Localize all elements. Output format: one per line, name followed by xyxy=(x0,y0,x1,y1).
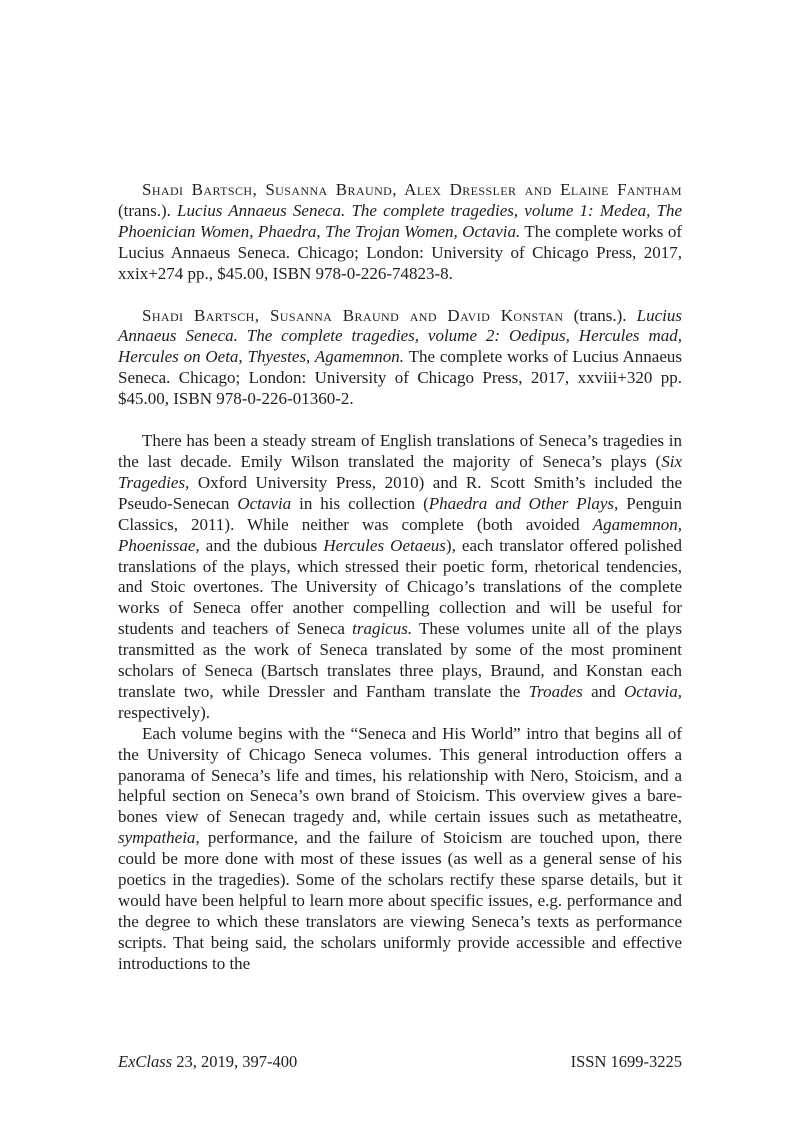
text-run-roman: There has been a steady stream of English translations of Seneca’s tragedies in the last decade. Emily Wilson translated the majority of Seneca’s plays ( xyxy=(118,431,682,471)
body-paragraph-2 xyxy=(118,724,682,975)
text-run-italic: Lucius Annaeus Seneca. The complete tragedies, volume 2: Oedipus, Hercules mad, Hercules on Oeta, Thyestes, Agamemnon. xyxy=(118,305,682,367)
text-run-roman: (trans.). xyxy=(563,305,637,325)
text-run-italic: Phaedra and Other Plays, xyxy=(428,493,619,513)
text-run-roman: (trans.). xyxy=(118,200,178,220)
page-footer xyxy=(118,1051,682,1072)
text-run-roman: Penguin Classics, 2011). While neither was complete (both avoided xyxy=(118,493,682,534)
text-run-roman: These volumes unite all of the plays transmitted as the work of Seneca translated by some of the most prominent scholars of Seneca (Bartsch translates three plays, Braund, and Konstan each translate two, while Dressler and Fantham translate the xyxy=(118,619,682,701)
text-run-roman: 23, 2019, 397-400 xyxy=(172,1052,298,1071)
text-run-roman: and the dubious xyxy=(199,535,324,555)
text-run-italic: tragicus. xyxy=(352,619,413,639)
text-run-italic: Six Tragedies, xyxy=(118,451,682,492)
text-run-roman: ), each translator offered polished translations of the plays, which stressed their poetic form, rhetorical tendencies, and Stoic overtones. The University of Chicago’s translations of the complete works of Seneca offer another compelling collection and will be useful for students and teachers of Seneca xyxy=(118,535,683,639)
text-run-smallcaps: Shadi Bartsch, Susanna Braund, Alex Dressler and Elaine Fantham xyxy=(142,180,682,199)
body-paragraph-1 xyxy=(118,431,682,724)
text-run-roman: in his collection ( xyxy=(291,493,429,513)
text-run-roman: , performance, and the failure of Stoicism are touched upon, there could be more done with most of these issues (as well as a general sense of his poetics in the tragedies). Some of the scholars rectify these sparse details, but it would have been helpful to learn more about specific issues, e.g. performance and the degree to which these translators are viewing Seneca’s texts as performance scripts. That being said, the scholars uniformly provide accessible and effective introductions to the xyxy=(118,828,682,973)
journal-volume-pages xyxy=(118,1051,297,1072)
text-run-italic: Octavia, xyxy=(623,681,683,701)
text-run-italic: Agamemnon, Phoenissae, xyxy=(118,514,682,555)
text-run-italic: Lucius Annaeus Seneca. The complete tragedies, volume 1: Medea, The Phoenician Women, Phaedra, The Trojan Women, Octavia. xyxy=(118,200,682,241)
citation-volume-2 xyxy=(118,306,682,411)
text-run-italic: Octavia xyxy=(237,493,292,513)
review-text-block xyxy=(118,180,682,975)
text-run-italic: Troades xyxy=(528,681,583,701)
issn-number: ISSN 1699-3225 xyxy=(570,1052,682,1071)
citation-volume-1 xyxy=(118,180,682,285)
text-run-italic: Hercules Oetaeus xyxy=(323,535,446,555)
text-run-roman: Each volume begins with the “Seneca and His World” intro that begins all of the University of Chicago Seneca volumes. This general introduction offers a panorama of Seneca’s life and times, his relationship with Nero, Stoicism, and a helpful section on Seneca’s own brand of Stoicism. This overview gives a bare-bones view of Senecan tragedy and, while certain issues such as metatheatre, xyxy=(118,723,682,827)
text-run-roman: The complete works of Lucius Annaeus Seneca. Chicago; London: University of Chicago Press, 2017, xxix+274 pp., $45.00, ISBN 978-0-226-74823-8. xyxy=(118,221,682,283)
text-run-roman: Oxford University Press, 2010) and R. Scott Smith’s included the Pseudo-Senecan xyxy=(118,472,682,513)
text-run-smallcaps: Shadi Bartsch, Susanna Braund and David Konstan xyxy=(142,305,564,325)
text-run-italic: ExClass xyxy=(118,1052,173,1071)
text-run-roman: respectively). xyxy=(118,702,211,722)
text-run-italic: sympatheia xyxy=(118,828,196,848)
text-run-roman: and xyxy=(582,681,624,701)
text-run-roman: The complete works of Lucius Annaeus Seneca. Chicago; London: University of Chicago Press, 2017, xxviii+320 pp. $45.00, ISBN 978-0-226-01360-2. xyxy=(118,347,682,409)
